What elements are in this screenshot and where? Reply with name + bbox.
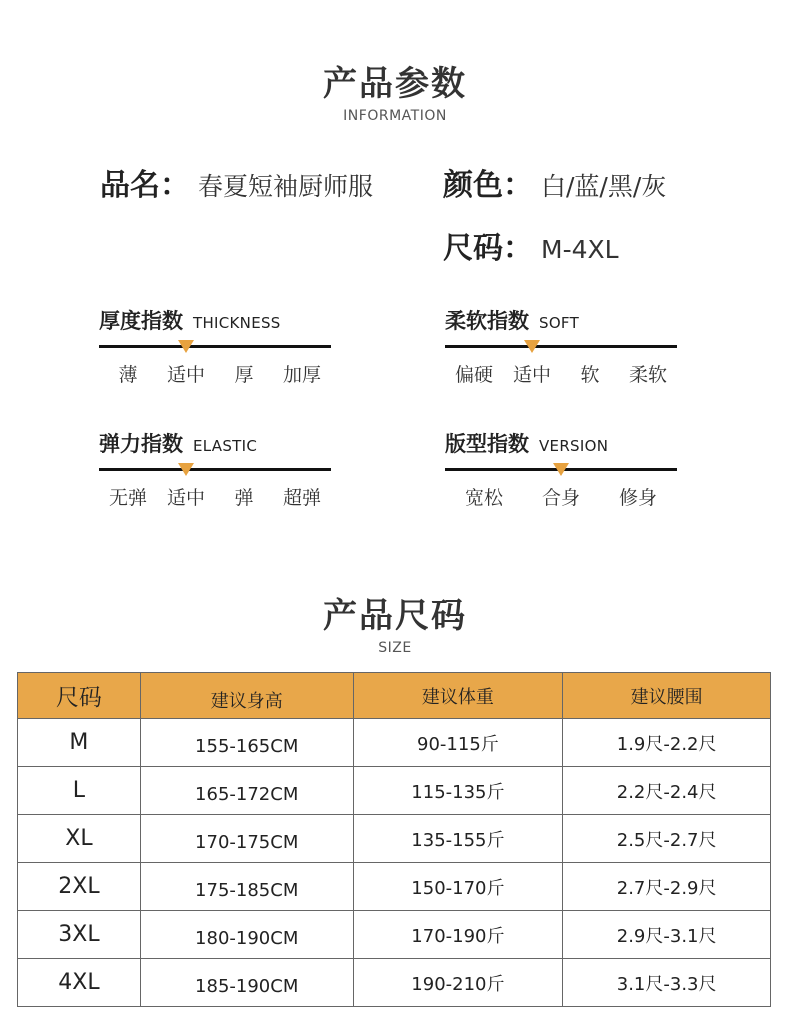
index-option: 薄 (118, 364, 138, 386)
product-size-label: 尺码： (443, 231, 533, 266)
header-size: 尺码 (18, 673, 141, 719)
index-option: 合身 (541, 487, 581, 509)
index-option: 偏硬 (454, 364, 494, 386)
cell-size: 2XL (18, 863, 141, 911)
cell-weight: 190-210斤 (353, 959, 563, 1007)
index-bar (99, 468, 331, 471)
product-name-label: 品名： (100, 168, 190, 203)
table-row (18, 815, 771, 863)
product-size-row (443, 223, 619, 267)
index-bar (445, 468, 677, 471)
cell-size: 3XL (18, 911, 141, 959)
cell-height (140, 911, 353, 959)
index-title: 厚度指数 (99, 309, 183, 333)
index-title: 柔软指数 (445, 309, 529, 333)
index-option: 适中 (512, 364, 552, 386)
header-height (140, 673, 353, 719)
index-marker (553, 463, 569, 476)
index-option: 适中 (166, 364, 206, 386)
size-table (17, 672, 771, 1007)
size-section-title: 产品尺码 (323, 596, 467, 636)
cell-waist: 1.9尺-2.2尺 (563, 719, 771, 767)
cell-height (140, 959, 353, 1007)
index-option: 宽松 (464, 487, 504, 509)
cell-size: 4XL (18, 959, 141, 1007)
cell-weight: 90-115斤 (353, 719, 563, 767)
cell-waist: 2.2尺-2.4尺 (563, 767, 771, 815)
table-row (18, 959, 771, 1007)
index-option: 无弹 (108, 487, 148, 509)
index-option: 超弹 (282, 487, 322, 509)
table-row (18, 863, 771, 911)
thickness-index (99, 305, 331, 388)
index-option: 修身 (618, 487, 658, 509)
cell-height (140, 815, 353, 863)
cell-weight: 115-135斤 (353, 767, 563, 815)
product-color-row (443, 160, 666, 204)
index-marker (178, 463, 194, 476)
info-section-title: 产品参数 (323, 64, 467, 104)
cell-waist: 2.7尺-2.9尺 (563, 863, 771, 911)
index-en: SOFT (539, 314, 580, 332)
index-option: 弹 (234, 487, 254, 509)
index-marker (178, 340, 194, 353)
index-option: 柔软 (628, 364, 668, 386)
index-option: 适中 (166, 487, 206, 509)
cell-weight: 170-190斤 (353, 911, 563, 959)
header-height-text: 建议身高 (210, 690, 283, 712)
version-index (445, 428, 677, 511)
cell-waist: 2.9尺-3.1尺 (563, 911, 771, 959)
header-waist: 建议腰围 (563, 673, 771, 719)
index-option: 加厚 (282, 364, 322, 386)
cell-size: XL (18, 815, 141, 863)
index-marker (524, 340, 540, 353)
product-name-row (100, 160, 373, 204)
product-name-value: 春夏短袖厨师服 (198, 172, 374, 201)
index-en: THICKNESS (193, 314, 281, 332)
cell-weight: 150-170斤 (353, 863, 563, 911)
cell-height-text: 185-190CM (195, 976, 299, 997)
size-table-header (18, 673, 771, 719)
table-row (18, 767, 771, 815)
index-en: ELASTIC (193, 437, 258, 455)
product-color-label: 颜色： (443, 168, 533, 203)
product-color-value: 白/蓝/黑/灰 (541, 172, 667, 201)
index-bar (445, 345, 677, 348)
cell-height-text: 180-190CM (195, 928, 299, 949)
index-option: 厚 (234, 364, 254, 386)
header-weight: 建议体重 (353, 673, 563, 719)
soft-index (445, 305, 677, 388)
elastic-index (99, 428, 331, 511)
cell-height (140, 863, 353, 911)
cell-height (140, 719, 353, 767)
product-size-value: M-4XL (541, 235, 619, 264)
cell-waist: 3.1尺-3.3尺 (563, 959, 771, 1007)
cell-size: L (18, 767, 141, 815)
index-title: 弹力指数 (99, 432, 183, 456)
info-section-subtitle: INFORMATION (343, 108, 447, 124)
table-row (18, 719, 771, 767)
cell-waist: 2.5尺-2.7尺 (563, 815, 771, 863)
index-title: 版型指数 (445, 432, 529, 456)
index-bar (99, 345, 331, 348)
index-en: VERSION (539, 437, 609, 455)
cell-height-text: 155-165CM (195, 736, 299, 757)
cell-height (140, 767, 353, 815)
size-section-subtitle: SIZE (378, 640, 412, 656)
index-option: 软 (580, 364, 600, 386)
cell-height-text: 165-172CM (195, 784, 299, 805)
cell-size: M (18, 719, 141, 767)
cell-height-text: 175-185CM (195, 880, 299, 901)
cell-height-text: 170-175CM (195, 832, 299, 853)
table-row (18, 911, 771, 959)
cell-weight: 135-155斤 (353, 815, 563, 863)
